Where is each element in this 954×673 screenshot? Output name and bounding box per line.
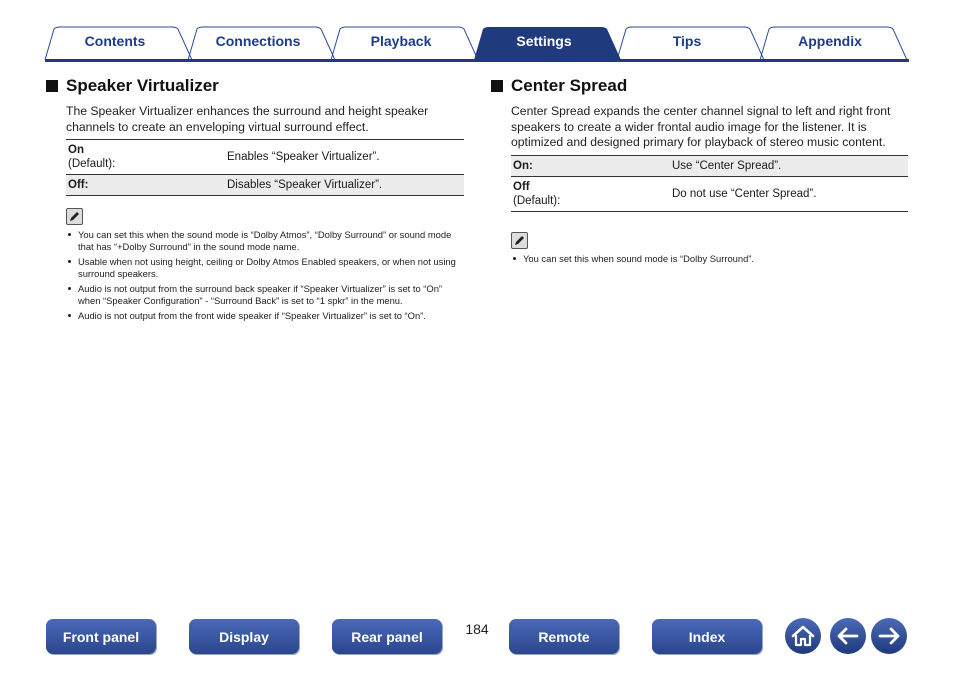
option-key-sub: (Default): <box>513 194 561 207</box>
index-button[interactable]: Index <box>652 619 762 654</box>
notes-list <box>66 229 464 322</box>
list-item <box>66 310 464 322</box>
forward-arrow-icon[interactable] <box>871 618 907 654</box>
note-text: Usable when not using height, ceiling or Dolby Atmos Enabled speakers, or when not using surround speakers. <box>78 256 456 279</box>
top-tab-bar <box>0 0 954 64</box>
tab-contents[interactable]: Contents <box>84 33 146 49</box>
heading-text: Speaker Virtualizer <box>66 76 219 95</box>
heading-square-icon <box>491 80 503 92</box>
bullet-icon <box>68 287 71 290</box>
option-key-label: On <box>68 144 84 156</box>
list-item <box>66 283 464 307</box>
section-heading <box>491 76 908 96</box>
bullet-icon <box>68 260 71 263</box>
section-intro: The Speaker Virtualizer enhances the surround and height speaker channels to create an enveloping virtual surround effect. <box>66 104 429 134</box>
note-text: You can set this when the sound mode is “Dolby Atmos”, “Dolby Surround” or sound mode that has “+Dolby Surround” in the sound mode name. <box>78 229 452 252</box>
center-spread-section <box>491 76 908 268</box>
display-button[interactable]: Display <box>189 619 299 654</box>
option-key <box>66 140 225 175</box>
list-item <box>511 253 908 265</box>
tab-playback[interactable]: Playback <box>370 33 432 49</box>
note-text: You can set this when sound mode is “Dolby Surround”. <box>523 252 755 264</box>
bullet-icon <box>513 257 516 260</box>
list-item <box>66 229 464 253</box>
note-text: Audio is not output from the front wide speaker if “Speaker Virtualizer” is set to “On”. <box>78 310 426 321</box>
table-row <box>511 176 908 211</box>
page-number: 184 <box>465 621 489 637</box>
notes-list <box>511 253 908 265</box>
option-key-sub: (Default): <box>68 158 116 170</box>
note-pencil-icon <box>66 208 83 225</box>
front-panel-button[interactable]: Front panel <box>46 619 156 654</box>
list-item <box>66 256 464 280</box>
bullet-icon <box>68 233 71 236</box>
table-row <box>511 155 908 176</box>
tab-tips[interactable]: Tips <box>672 33 702 49</box>
bullet-icon <box>68 314 71 317</box>
heading-square-icon <box>46 80 58 92</box>
option-desc: Disables “Speaker Virtualizer”. <box>227 179 383 191</box>
option-key-label: Off: <box>68 179 89 191</box>
tab-connections[interactable]: Connections <box>215 33 301 49</box>
home-icon[interactable] <box>785 618 821 654</box>
speaker-virtualizer-section <box>46 76 464 325</box>
back-arrow-icon[interactable] <box>830 618 866 654</box>
table-row <box>66 140 464 175</box>
option-desc: Do not use “Center Spread”. <box>672 187 817 200</box>
note-text: Audio is not output from the surround back speaker if “Speaker Virtualizer” is set to “On” when “Speaker Configuration” - “Surround Back” is set to “1 spkr” in the menu. <box>78 283 443 306</box>
option-key <box>511 176 670 211</box>
section-heading <box>46 76 464 96</box>
note-pencil-icon <box>511 232 528 249</box>
options-table <box>66 139 464 196</box>
tab-settings[interactable]: Settings <box>516 33 572 49</box>
option-desc: Use “Center Spread”. <box>672 159 782 172</box>
option-key-label: On: <box>513 159 533 172</box>
options-table <box>511 155 908 212</box>
table-row <box>66 175 464 196</box>
option-desc: Enables “Speaker Virtualizer”. <box>227 151 380 163</box>
section-intro: Center Spread expands the center channel signal to left and right front speakers to create a wider frontal audio image for the listener. It is optimized and designed primary for playback of stereo music content. <box>511 104 891 149</box>
tab-appendix[interactable]: Appendix <box>798 33 862 49</box>
option-key-label: Off <box>513 180 530 193</box>
rear-panel-button[interactable]: Rear panel <box>332 619 442 654</box>
heading-text: Center Spread <box>511 76 628 95</box>
remote-button[interactable]: Remote <box>509 619 619 654</box>
